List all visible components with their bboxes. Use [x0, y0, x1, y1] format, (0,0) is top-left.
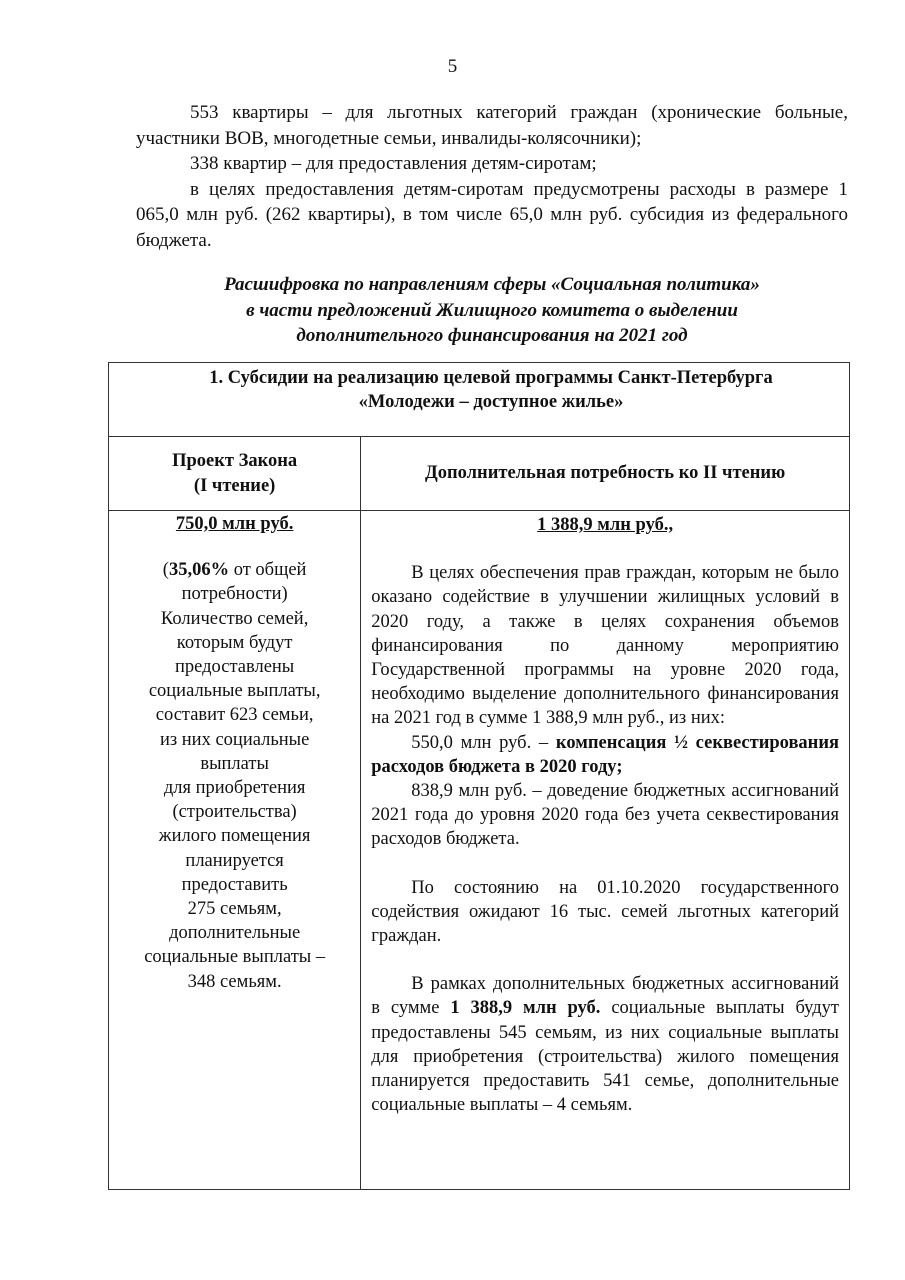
share-percent: 35,06%	[168, 560, 230, 581]
column-header-draft-law-line-1: Проект Закона	[172, 451, 298, 472]
additional-need-paragraph-2	[371, 731, 839, 779]
heading-line-3: дополнительного финансирования на 2021 год	[296, 325, 688, 346]
intro-paragraph-1: 553 квартиры – для льготных категорий граждан (хронические больные, участники ВОВ, многодетные семьи, инвалиды-колясочники);	[136, 102, 848, 149]
table-section-title: 1. Субсидии на реализацию целевой программы Санкт-Петербурга «Молодежи – доступное жилье»	[209, 368, 773, 413]
description-line: жилого помещения	[158, 826, 311, 847]
column-header-draft-law-line-2: (I чтение)	[193, 475, 276, 496]
description-line: социальные выплаты,	[148, 681, 321, 702]
description-line: для приобретения	[163, 778, 306, 799]
description-line: социальные выплаты –	[144, 947, 326, 968]
description-line: дополнительные	[169, 923, 301, 944]
allocation-text-end: социальные выплаты будут предоставлены 545 семьям, из них социальные выплаты для приобретения (строительства) жилого помещения планируется предоставить 541 семье, дополнительные социальные выплаты – 4 семьям.	[371, 998, 839, 1116]
heading-line-2: в части предложений Жилищного комитета о выделении	[246, 299, 738, 321]
column-header-draft-law	[109, 437, 361, 511]
intro-text	[136, 100, 848, 253]
description-line: которым будут	[176, 632, 293, 653]
additional-need-paragraph-1: В целях обеспечения прав граждан, которым не было оказано содействие в улучшении жилищных условий в 2020 году, а также в целях сохранения объемов финансирования по данному мероприятию Государственной программы на уровне 2020 года, необходимо выделение дополнительного финансирования на 2021 год в сумме 1 388,9 млн руб., из них:	[371, 563, 839, 729]
additional-need-cell	[361, 511, 850, 1190]
additional-need-paragraph-5	[371, 972, 839, 1117]
draft-law-cell	[109, 511, 361, 1190]
additional-need-amount: 1 388,9 млн руб.,	[537, 515, 674, 535]
description-line: из них социальные	[159, 729, 310, 750]
heading-line-1: Расшифровка по направлениям сферы «Социальная политика»	[224, 274, 760, 295]
description-line: Количество семей,	[160, 608, 309, 629]
section-heading	[136, 272, 848, 349]
allocation-text-start: В рамках дополнительных бюджетных ассигнований в сумме	[371, 974, 839, 1019]
draft-law-description	[109, 558, 360, 994]
description-line: 348 семьям.	[187, 971, 282, 992]
funding-table	[108, 362, 850, 1190]
additional-need-paragraph-3: 838,9 млн руб. – доведение бюджетных ассигнований 2021 года до уровня 2020 года без учета секвестирования расходов бюджета.	[371, 781, 839, 850]
allocation-amount: 1 388,9 млн руб.	[450, 998, 601, 1019]
share-rest: от общей потребности)	[181, 560, 307, 605]
additional-need-paragraph-4: По состоянию на 01.10.2020 государственного содействия ожидают 16 тыс. семей льготных категорий граждан.	[371, 877, 839, 947]
description-line: планируется	[185, 850, 284, 871]
intro-paragraph-3: в целях предоставления детям-сиротам предусмотрены расходы в размере 1 065,0 млн руб. (262 квартиры), в том числе 65,0 млн руб. субсидия из федерального бюджета.	[136, 178, 848, 251]
share-line	[117, 558, 352, 606]
intro-paragraph-2: 338 квартир – для предоставления детям-сиротам;	[190, 153, 597, 174]
share-open-paren: (	[162, 560, 169, 581]
description-line: предоставить	[181, 874, 288, 895]
compensation-text: компенсация ½ секвестирования расходов бюджета в 2020 году;	[371, 732, 840, 777]
compensation-amount: 550,0 млн руб. –	[411, 732, 556, 753]
page-number: 5	[447, 56, 458, 77]
draft-law-amount: 750,0 млн руб.	[175, 514, 294, 534]
column-header-additional-need: Дополнительная потребность ко II чтению	[361, 437, 850, 511]
description-line: составит 623 семьи,	[155, 705, 314, 726]
table-section-title-cell	[109, 363, 850, 437]
description-line: (строительства)	[172, 802, 297, 823]
description-line: предоставлены	[175, 657, 295, 678]
description-line: 275 семьям,	[187, 899, 282, 920]
description-line: выплаты	[200, 753, 269, 774]
